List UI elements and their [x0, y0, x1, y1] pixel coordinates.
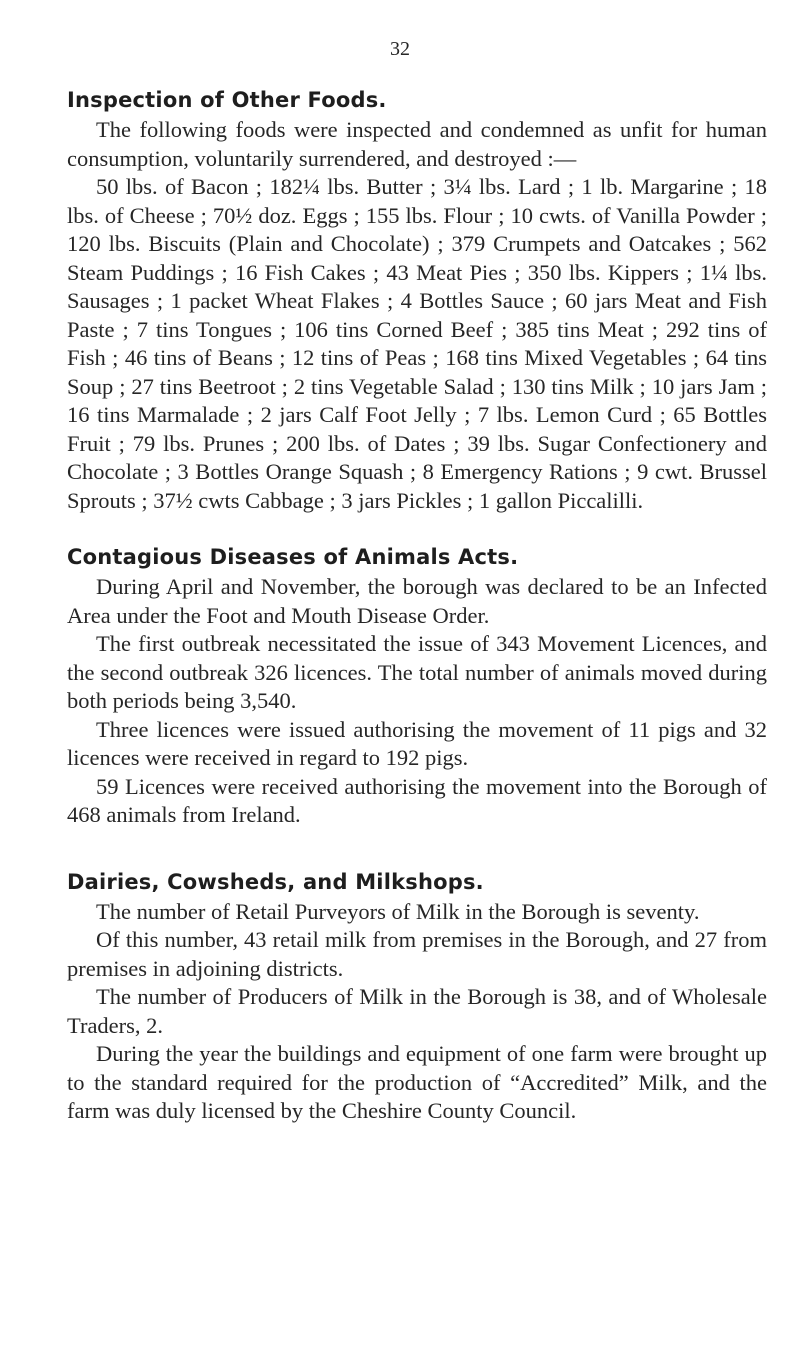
- paragraph: 59 Licences were received authorising the movement into the Borough of 468 animals from Ireland.: [67, 773, 767, 827]
- paragraph: During the year the buildings and equipment of one farm were brought up to the standard required for the production of “Accredited” Milk, and the farm was duly licensed by the Cheshire County Council.: [67, 1041, 767, 1123]
- section-spacer: [67, 515, 767, 545]
- section-contagious-diseases: [67, 545, 767, 830]
- paragraph: 50 lbs. of Bacon ; 182¼ lbs. Butter ; 3¼ lbs. Lard ; 1 lb. Margarine ; 18 lbs. of Cheese ; 70½ doz. Eggs ; 155 lbs. Flour ; 10 cwts. of Vanilla Powder ; 120 lbs. Biscuits (Plain and Chocolate) ; 379 Crumpets and Oatcakes ; 562 Steam Puddings ; 16 Fish Cakes ; 43 Meat Pies ; 350 lbs. Kippers ; 1¼ lbs. Sausages ; 1 packet Wheat Flakes ; 4 Bottles Sauce ; 60 jars Meat and Fish Paste ; 7 tins Tongues ; 106 tins Corned Beef ; 385 tins Meat ; 292 tins of Fish ; 46 tins of Beans ; 12 tins of Peas ; 168 tins Mixed Vegetables ; 64 tins Soup ; 27 tins Beetroot ; 2 tins Vegetable Salad ; 130 tins Milk ; 10 jars Jam ; 16 tins Marmalade ; 2 jars Calf Foot Jelly ; 7 lbs. Lemon Curd ; 65 Bottles Fruit ; 79 lbs. Prunes ; 200 lbs. of Dates ; 39 lbs. Sugar Confectionery and Chocolate ; 3 Bottles Orange Squash ; 8 Emergency Rations ; 9 cwt. Brussel Sprouts ; 37½ cwts Cabbage ; 3 jars Pickles ; 1 gallon Piccalilli.: [67, 174, 767, 513]
- section-heading: Dairies, Cowsheds, and Milkshops.: [67, 869, 484, 894]
- paragraph: The number of Retail Purveyors of Milk in the Borough is seventy.: [96, 898, 700, 924]
- section-inspection-other-foods: [67, 88, 767, 515]
- page-number: 32: [390, 38, 410, 60]
- paragraph: Three licences were issued authorising the movement of 11 pigs and 32 licences were received in regard to 192 pigs.: [67, 716, 767, 770]
- section-dairies-cowsheds-milkshops: [67, 870, 767, 1126]
- section-heading: Inspection of Other Foods.: [67, 88, 387, 112]
- paragraph: The following foods were inspected and condemned as unfit for human consumption, voluntarily surrendered, and destroyed :—: [67, 117, 767, 171]
- paragraph: During April and November, the borough was declared to be an Infected Area under the Foot and Mouth Disease Order.: [67, 574, 767, 628]
- paragraph: Of this number, 43 retail milk from premises in the Borough, and 27 from premises in adjoining districts.: [67, 927, 767, 981]
- paragraph: The first outbreak necessitated the issue of 343 Movement Licences, and the second outbreak 326 licences. The total number of animals moved during both periods being 3,540.: [67, 631, 767, 713]
- section-heading: Contagious Diseases of Animals Acts.: [67, 545, 519, 569]
- page-content: [67, 88, 767, 1126]
- section-spacer: [67, 830, 767, 870]
- paragraph: The number of Producers of Milk in the Borough is 38, and of Wholesale Traders, 2.: [67, 984, 767, 1038]
